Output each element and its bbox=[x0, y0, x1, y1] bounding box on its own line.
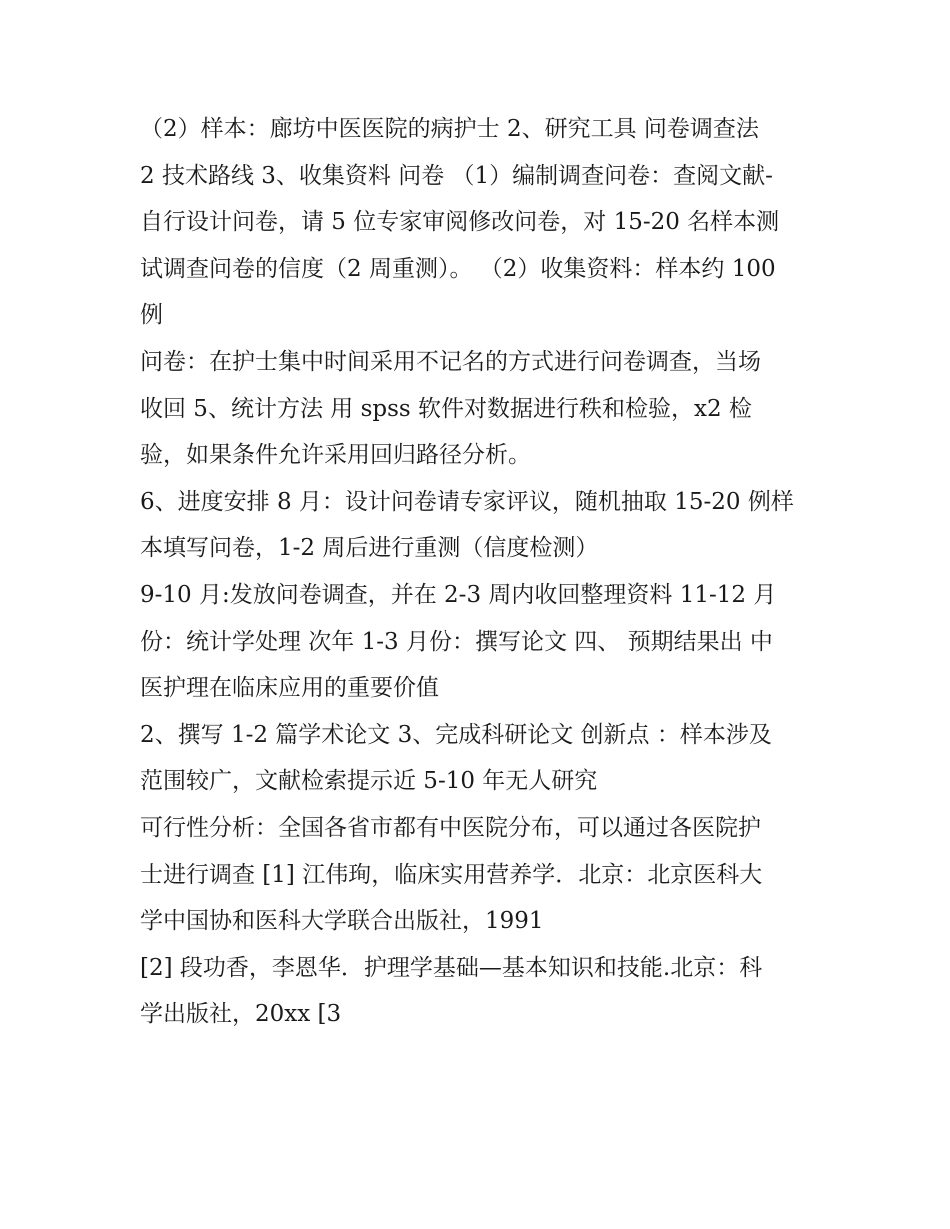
text-line: （2）样本：廊坊中医医院的病护士 2、研究工具 问卷调查法 bbox=[140, 116, 759, 142]
text-line: 医护理在临床应用的重要价值 bbox=[140, 675, 439, 702]
text-line: 收回 5、统计方法 用 spss 软件对数据进行秩和检验，x2 检 bbox=[140, 395, 752, 422]
text-line: 9-10 月:发放问卷调查，并在 2-3 周内收回整理资料 11-12 月 bbox=[140, 581, 777, 608]
text-line: 例 bbox=[140, 302, 163, 329]
text-line: 可行性分析：全国各省市都有中医院分布，可以通过各医院护 bbox=[140, 814, 761, 841]
text-line: [2] 段功香，李恩华．护理学基础—基本知识和技能.北京：科 bbox=[140, 954, 763, 981]
text-line: 2 技术路线 3、收集资料 问卷 （1）编制调查问卷：查阅文献- bbox=[140, 162, 773, 189]
body-text bbox=[140, 106, 820, 1038]
text-line: 问卷：在护士集中时间采用不记名的方式进行问卷调查，当场 bbox=[140, 348, 761, 375]
text-line: 6、进度安排 8 月：设计问卷请专家评议，随机抽取 15-20 例样 bbox=[140, 488, 794, 515]
text-line: 学中国协和医科大学联合出版社，1991 bbox=[140, 908, 544, 935]
text-line: 验，如果条件允许采用回归路径分析。 bbox=[140, 442, 531, 469]
text-line: 士进行调查 [1] 江伟珣，临床实用营养学．北京：北京医科大 bbox=[140, 861, 763, 888]
text-line: 份：统计学处理 次年 1-3 月份：撰写论文 四、 预期结果出 中 bbox=[140, 628, 773, 655]
text-line: 自行设计问卷，请 5 位专家审阅修改问卷，对 15-20 名样本测 bbox=[140, 209, 780, 236]
text-line: 本填写问卷，1-2 周后进行重测（信度检测） bbox=[140, 535, 599, 562]
text-line: 学出版社，20xx [3 bbox=[140, 1001, 342, 1028]
text-line: 范围较广，文献检索提示近 5-10 年无人研究 bbox=[140, 768, 598, 795]
text-line: 2、撰写 1-2 篇学术论文 3、完成科研论文 创新点 ：样本涉及 bbox=[140, 721, 772, 748]
text-line: 试调查问卷的信度（2 周重测）。 （2）收集资料：样本约 100 bbox=[140, 255, 776, 282]
